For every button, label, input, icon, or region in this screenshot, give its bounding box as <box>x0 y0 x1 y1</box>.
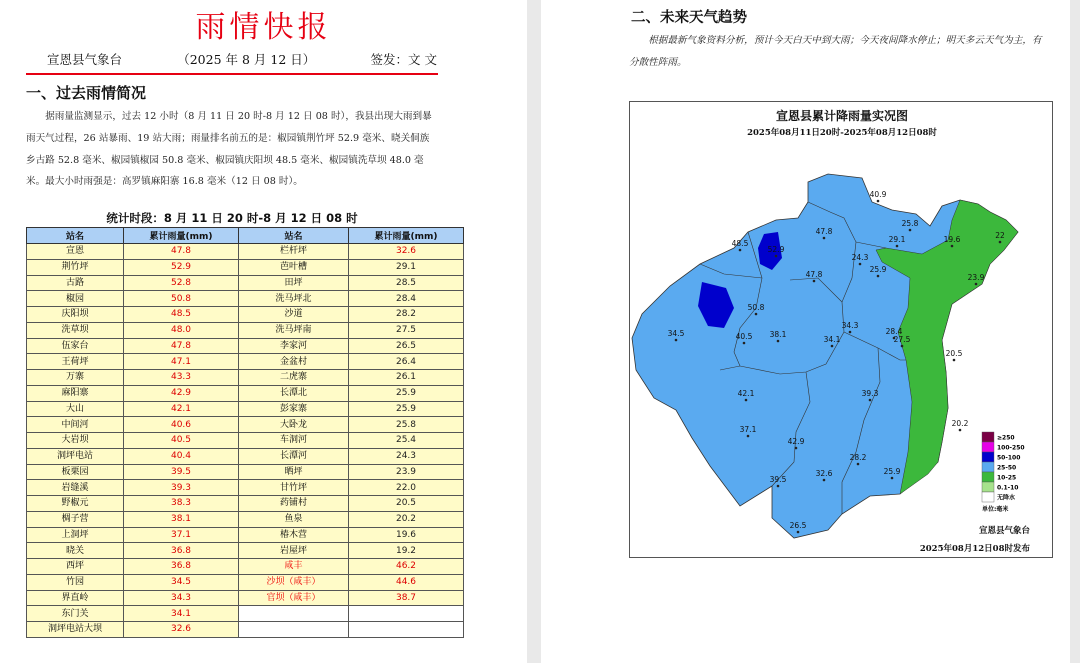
station-name-cell: 伍家台 <box>27 338 124 354</box>
station-dot <box>745 399 748 402</box>
station-name-cell: 岩屋坪 <box>239 543 349 559</box>
station-name-cell: 田坪 <box>239 275 349 291</box>
station-dot <box>755 313 758 316</box>
table-row <box>27 244 464 260</box>
table-row <box>27 590 464 606</box>
rainfall-value-cell: 48.5 <box>124 307 239 323</box>
legend-swatch <box>982 462 994 472</box>
rainfall-value-cell: 36.8 <box>124 543 239 559</box>
station-value-label: 48.5 <box>731 239 749 248</box>
station-value-label: 39.3 <box>861 389 879 398</box>
rainfall-value-cell: 32.6 <box>349 244 464 260</box>
station-name-cell: 万寨 <box>27 370 124 386</box>
rainfall-value-cell: 25.9 <box>349 385 464 401</box>
legend-swatch <box>982 452 994 462</box>
rainfall-value-cell: 20.2 <box>349 511 464 527</box>
rainfall-value-cell: 20.5 <box>349 496 464 512</box>
rainfall-value-cell: 52.9 <box>124 259 239 275</box>
header-station: 站名 <box>27 228 124 244</box>
red-divider <box>26 73 438 75</box>
station-name-cell: 上洞坪 <box>27 527 124 543</box>
rainfall-value-cell: 52.8 <box>124 275 239 291</box>
station-name-cell: 大山 <box>27 401 124 417</box>
rainfall-value-cell: 42.1 <box>124 401 239 417</box>
station-name-cell: 金盆村 <box>239 354 349 370</box>
table-row <box>27 496 464 512</box>
station-value-label: 50.8 <box>747 303 765 312</box>
station-name-cell: 咸丰 <box>239 559 349 575</box>
section1-heading: 一、过去雨情简况 <box>26 84 147 102</box>
legend-label: 10-25 <box>997 474 1017 482</box>
table-row <box>27 307 464 323</box>
station-name-cell: 彭家寨 <box>239 401 349 417</box>
rainfall-value-cell: 43.3 <box>124 370 239 386</box>
station-dot <box>877 275 880 278</box>
table-row <box>27 511 464 527</box>
rainfall-value-cell: 46.2 <box>349 559 464 575</box>
station-value-label: 40.5 <box>735 332 753 341</box>
station-name-cell <box>239 606 349 622</box>
table-row <box>27 433 464 449</box>
signer: 签发：文 文 <box>370 52 437 67</box>
station-name-cell: 西坪 <box>27 559 124 575</box>
rainfall-value-cell: 28.4 <box>349 291 464 307</box>
header-rainfall: 累计雨量(mm) <box>124 228 239 244</box>
station-value-label: 32.6 <box>815 469 833 478</box>
station-name-cell: 晒坪 <box>239 464 349 480</box>
station-value-label: 34.3 <box>841 321 859 330</box>
station-value-label: 23.9 <box>967 273 985 282</box>
map-subtitle: 2025年08月11日20时-2025年08月12日08时 <box>747 128 937 138</box>
legend-swatch <box>982 472 994 482</box>
legend-label: 100-250 <box>997 444 1025 452</box>
rainfall-value-cell: 42.9 <box>124 385 239 401</box>
station-dot <box>795 447 798 450</box>
station-value-label: 20.5 <box>945 349 963 358</box>
station-value-label: 40.9 <box>869 190 887 199</box>
station-name-cell: 车洞河 <box>239 433 349 449</box>
station-value-label: 42.1 <box>737 389 755 398</box>
station-name-cell: 中间河 <box>27 417 124 433</box>
report-title: 雨情快报 <box>195 10 332 45</box>
station-dot <box>747 435 750 438</box>
legend-swatch <box>982 442 994 452</box>
map-graphic <box>630 102 1054 559</box>
table-row <box>27 275 464 291</box>
rainfall-map <box>629 101 1053 558</box>
rainfall-value-cell: 27.5 <box>349 322 464 338</box>
rainfall-table <box>26 227 464 638</box>
table-row <box>27 338 464 354</box>
station-dot <box>797 531 800 534</box>
rainfall-value-cell: 39.3 <box>124 480 239 496</box>
rainfall-value-cell: 40.6 <box>124 417 239 433</box>
rainfall-value-cell: 44.6 <box>349 574 464 590</box>
rainfall-value-cell: 26.1 <box>349 370 464 386</box>
legend-label: ≥250 <box>997 434 1015 442</box>
station-name-cell: 洗马坪北 <box>239 291 349 307</box>
station-value-label: 19.6 <box>943 235 961 244</box>
station-dot <box>849 331 852 334</box>
station-name-cell: 板栗园 <box>27 464 124 480</box>
legend-swatch <box>982 432 994 442</box>
table-row <box>27 322 464 338</box>
rainfall-value-cell: 32.6 <box>124 622 239 638</box>
report-header-line <box>47 50 437 68</box>
station-name-cell: 药铺村 <box>239 496 349 512</box>
station-dot <box>891 477 894 480</box>
table-row <box>27 370 464 386</box>
rainfall-value-cell: 40.4 <box>124 448 239 464</box>
station-name-cell: 古路 <box>27 275 124 291</box>
station-dot <box>896 245 899 248</box>
station-value-label: 37.1 <box>739 425 757 434</box>
station-name-cell: 栏杆坪 <box>239 244 349 260</box>
rainfall-value-cell <box>349 606 464 622</box>
rainfall-value-cell: 48.0 <box>124 322 239 338</box>
rainfall-value-cell: 37.1 <box>124 527 239 543</box>
legend-label: 25-50 <box>997 464 1017 472</box>
table-row <box>27 606 464 622</box>
map-legend <box>982 432 1025 513</box>
station-value-label: 47.8 <box>805 270 823 279</box>
rainfall-value-cell: 50.8 <box>124 291 239 307</box>
rainfall-value-cell: 34.3 <box>124 590 239 606</box>
station-dot <box>739 249 742 252</box>
table-row <box>27 291 464 307</box>
section2-heading: 二、未来天气趋势 <box>631 10 747 26</box>
station-value-label: 29.1 <box>888 235 906 244</box>
station-name-cell: 大卧龙 <box>239 417 349 433</box>
map-publisher: 宣恩县气象台 <box>978 526 1030 536</box>
legend-swatch <box>982 492 994 502</box>
station-name-cell: 洞坪电站 <box>27 448 124 464</box>
org-name: 宣恩县气象台 <box>47 52 123 67</box>
table-row <box>27 480 464 496</box>
station-name-cell: 沙道 <box>239 307 349 323</box>
legend-label: 无降水 <box>997 494 1016 502</box>
map-title: 宣恩县累计降雨量实况图 <box>775 109 908 123</box>
station-name-cell: 王荷坪 <box>27 354 124 370</box>
rainfall-value-cell: 28.2 <box>349 307 464 323</box>
table-row <box>27 559 464 575</box>
station-name-cell: 李家河 <box>239 338 349 354</box>
rainfall-value-cell: 38.7 <box>349 590 464 606</box>
report-date: （2025 年 8 月 12 日） <box>177 52 316 67</box>
station-name-cell: 沙坝（咸丰） <box>239 574 349 590</box>
station-value-label: 28.4 <box>885 327 903 336</box>
station-value-label: 22 <box>995 231 1005 240</box>
station-value-label: 47.8 <box>815 227 833 236</box>
table-row <box>27 385 464 401</box>
station-dot <box>777 340 780 343</box>
rainfall-value-cell: 38.1 <box>124 511 239 527</box>
rainfall-value-cell: 25.8 <box>349 417 464 433</box>
station-name-cell: 官坝（咸丰） <box>239 590 349 606</box>
right-page <box>541 0 1070 663</box>
rainfall-value-cell: 38.3 <box>124 496 239 512</box>
left-page <box>0 0 527 663</box>
table-row <box>27 622 464 638</box>
rainfall-value-cell: 19.2 <box>349 543 464 559</box>
rainfall-value-cell: 23.9 <box>349 464 464 480</box>
rainfall-value-cell: 26.4 <box>349 354 464 370</box>
table-row <box>27 527 464 543</box>
rainfall-value-cell: 24.3 <box>349 448 464 464</box>
station-value-label: 39.5 <box>769 475 787 484</box>
station-value-label: 25.9 <box>869 265 887 274</box>
legend-unit: 单位:毫米 <box>982 506 1009 513</box>
table-caption: 统计时段：8 月 11 日 20 时-8 月 12 日 08 时 <box>106 211 358 225</box>
rainfall-value-cell: 22.0 <box>349 480 464 496</box>
table-row <box>27 464 464 480</box>
station-name-cell: 庆阳坝 <box>27 307 124 323</box>
station-value-label: 34.1 <box>823 335 841 344</box>
station-dot <box>999 241 1002 244</box>
station-name-cell: 甘竹坪 <box>239 480 349 496</box>
legend-swatch <box>982 482 994 492</box>
table-row <box>27 543 464 559</box>
station-name-cell: 麻阳寨 <box>27 385 124 401</box>
station-dot <box>775 255 778 258</box>
station-name-cell: 椆子营 <box>27 511 124 527</box>
map-issued-time: 2025年08月12日08时发布 <box>919 544 1030 554</box>
station-dot <box>959 429 962 432</box>
legend-label: 50-100 <box>997 454 1021 462</box>
rainfall-value-cell: 39.5 <box>124 464 239 480</box>
station-value-label: 25.9 <box>883 467 901 476</box>
station-value-label: 24.3 <box>851 253 869 262</box>
station-value-label: 25.8 <box>901 219 919 228</box>
station-dot <box>953 359 956 362</box>
rainfall-value-cell: 47.1 <box>124 354 239 370</box>
rainfall-value-cell: 19.6 <box>349 527 464 543</box>
station-dot <box>909 229 912 232</box>
station-dot <box>823 237 826 240</box>
rainfall-value-cell: 28.5 <box>349 275 464 291</box>
station-value-label: 28.2 <box>849 453 867 462</box>
station-name-cell: 洞坪电站大坝 <box>27 622 124 638</box>
station-dot <box>777 485 780 488</box>
table-row <box>27 354 464 370</box>
station-dot <box>869 399 872 402</box>
station-dot <box>813 280 816 283</box>
rainfall-value-cell: 40.5 <box>124 433 239 449</box>
rainfall-value-cell: 26.5 <box>349 338 464 354</box>
station-dot <box>951 245 954 248</box>
section1-body: 据雨量监测显示，过去 12 小时（8 月 11 日 20 时-8 月 12 日 08 时），我县出现大雨到暴雨天气过程，26 站暴雨、19 站大雨；雨量排名前五的是：椒园镇荆竹坪 52.9 毫米、晓关侗族乡古路 52.8 毫米、椒园镇椒园 50.8 毫米、椒园镇庆阳坝 48.5 毫米、椒园镇洗草坝 48.0 毫米。最大小时雨强是：高罗镇麻阳寨 16.8 毫米（12 日 08 时）。 <box>26 111 432 188</box>
station-name-cell: 长潭北 <box>239 385 349 401</box>
station-name-cell: 洗马坪南 <box>239 322 349 338</box>
rainfall-value-cell: 34.1 <box>124 606 239 622</box>
station-dot <box>675 339 678 342</box>
station-name-cell: 长潭河 <box>239 448 349 464</box>
rainfall-value-cell: 36.8 <box>124 559 239 575</box>
table-row <box>27 574 464 590</box>
station-dot <box>975 283 978 286</box>
station-dot <box>743 342 746 345</box>
station-value-label: 27.5 <box>893 335 911 344</box>
station-name-cell: 竹园 <box>27 574 124 590</box>
station-value-label: 52.9 <box>767 245 785 254</box>
station-name-cell: 晓关 <box>27 543 124 559</box>
station-value-label: 38.1 <box>769 330 787 339</box>
station-dot <box>857 463 860 466</box>
station-name-cell: 岩缝溪 <box>27 480 124 496</box>
station-dot <box>859 263 862 266</box>
station-name-cell: 界直岭 <box>27 590 124 606</box>
station-dot <box>877 200 880 203</box>
station-dot <box>831 345 834 348</box>
rainfall-value-cell: 25.4 <box>349 433 464 449</box>
station-name-cell: 野椒元 <box>27 496 124 512</box>
table-header-row <box>27 228 464 244</box>
station-value-label: 42.9 <box>787 437 805 446</box>
station-value-label: 20.2 <box>951 419 969 428</box>
station-name-cell <box>239 622 349 638</box>
station-name-cell: 荆竹坪 <box>27 259 124 275</box>
rainfall-value-cell: 34.5 <box>124 574 239 590</box>
header-rainfall: 累计雨量(mm) <box>349 228 464 244</box>
station-name-cell: 椿木营 <box>239 527 349 543</box>
rainfall-value-cell <box>349 622 464 638</box>
table-row <box>27 417 464 433</box>
station-name-cell: 东门关 <box>27 606 124 622</box>
station-value-label: 26.5 <box>789 521 807 530</box>
station-dot <box>823 479 826 482</box>
table-row <box>27 448 464 464</box>
station-name-cell: 鱼泉 <box>239 511 349 527</box>
station-name-cell: 大岩坝 <box>27 433 124 449</box>
section2-body: 根据最新气象资料分析，预计今天白天中到大雨；今天夜间降水停止；明天多云天气为主，有分散性阵雨。 <box>629 35 1042 68</box>
rainfall-value-cell: 47.8 <box>124 338 239 354</box>
table-row <box>27 259 464 275</box>
table-row <box>27 401 464 417</box>
station-name-cell: 二虎寨 <box>239 370 349 386</box>
station-name-cell: 洗草坝 <box>27 322 124 338</box>
rainfall-value-cell: 47.8 <box>124 244 239 260</box>
station-name-cell: 椒园 <box>27 291 124 307</box>
header-station: 站名 <box>239 228 349 244</box>
rainfall-value-cell: 25.9 <box>349 401 464 417</box>
rainfall-value-cell: 29.1 <box>349 259 464 275</box>
station-dot <box>901 345 904 348</box>
legend-label: 0.1-10 <box>997 484 1019 492</box>
station-name-cell: 宣恩 <box>27 244 124 260</box>
station-value-label: 34.5 <box>667 329 685 338</box>
station-name-cell: 芭叶槽 <box>239 259 349 275</box>
